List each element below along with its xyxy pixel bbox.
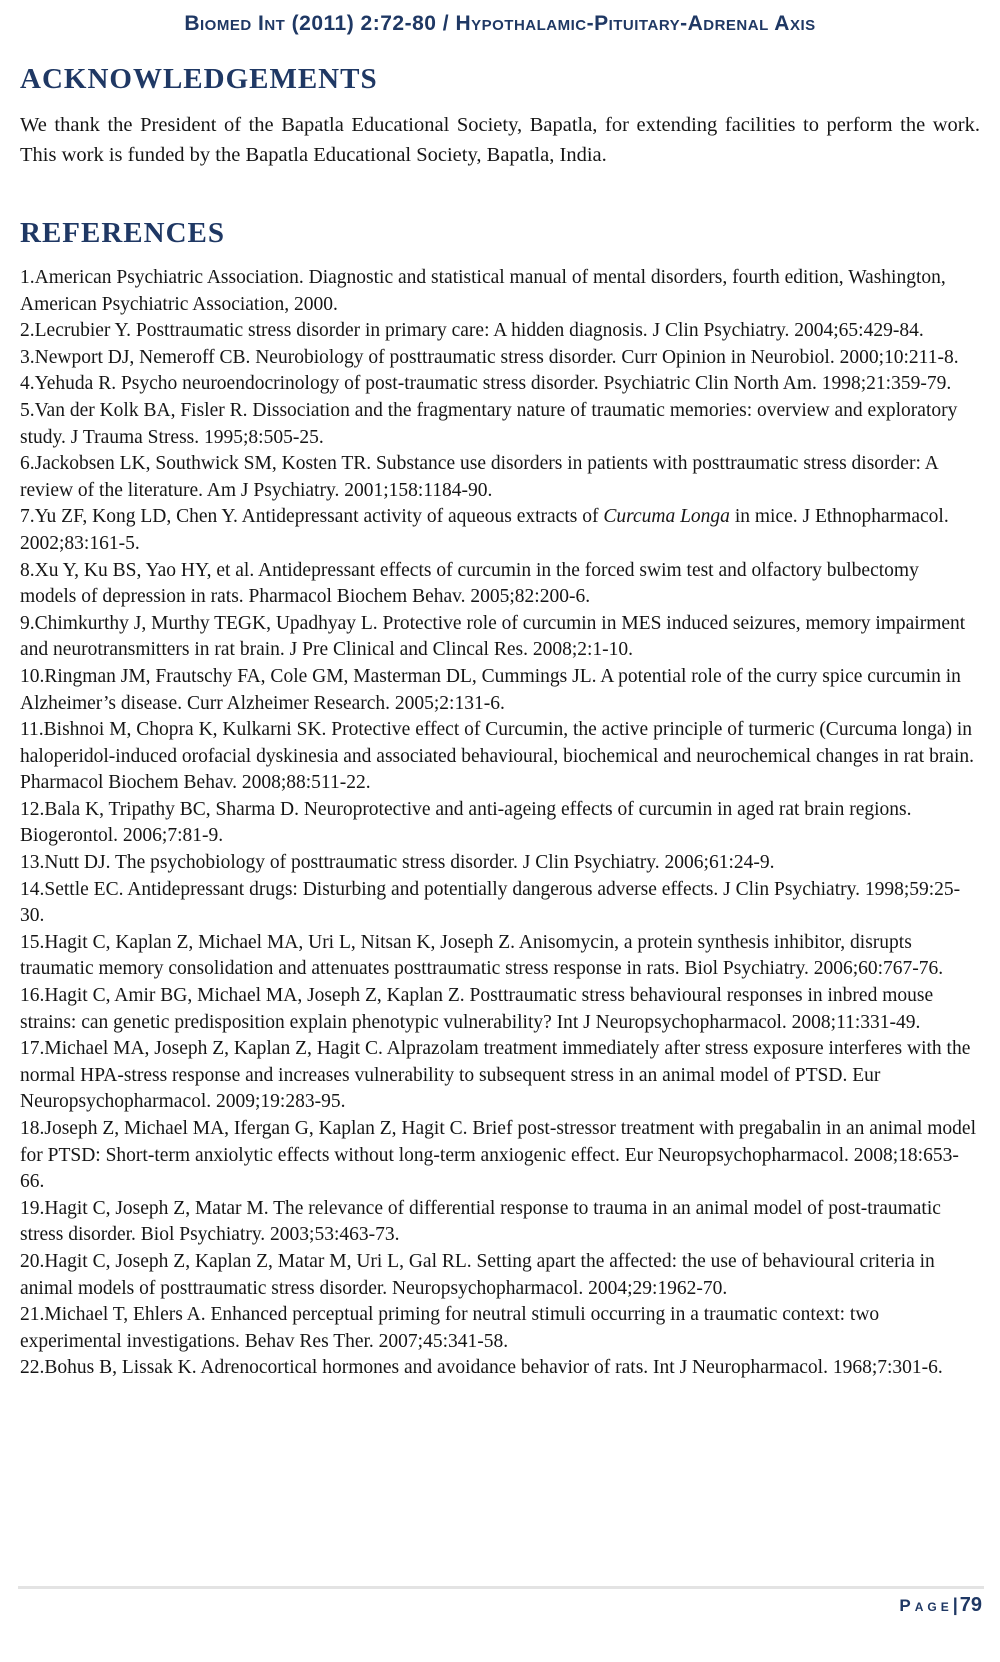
- reference-item: [20, 930, 980, 983]
- reference-item: [20, 1116, 980, 1196]
- reference-text: Bishnoi M, Chopra K, Kulkarni SK. Protective effect of Curcumin, the active principle of turmeric (Curcuma longa) in haloperidol-induced orofacial dyskinesia and associated behavioural, biochemical and neurochemical changes in rat brain. Pharmacol Biochem Behav. 2008;88:511-22.: [20, 719, 975, 794]
- reference-item: [20, 345, 980, 372]
- journal-header-line: Biomed Int (2011) 2:72-80 / Hypothalamic-Pituitary-Adrenal Axis: [184, 12, 816, 35]
- reference-text: Hagit C, Joseph Z, Matar M. The relevance of differential response to trauma in an animal model of post-traumatic stress disorder. Biol Psychiatry. 2003;53:463-73.: [20, 1197, 941, 1246]
- reference-number: 8.: [20, 559, 35, 581]
- page-label: Page: [899, 1596, 953, 1615]
- reference-number: 7.: [20, 506, 35, 528]
- references-list: [20, 265, 980, 1382]
- reference-item: [20, 265, 980, 318]
- reference-item: [20, 850, 980, 877]
- reference-text: Newport DJ, Nemeroff CB. Neurobiology of posttraumatic stress disorder. Curr Opinion in Neurobiol. 2000;10:211-8.: [34, 346, 959, 368]
- acknowledgements-paragraph: We thank the President of the Bapatla Educational Society, Bapatla, for extending facilities to perform the work. This work is funded by the Bapatla Educational Society, Bapatla, India.: [20, 114, 980, 166]
- footer-divider: [18, 1586, 984, 1589]
- reference-text: Van der Kolk BA, Fisler R. Dissociation and the fragmentary nature of traumatic memories: overview and exploratory study. J Trauma Stress. 1995;8:505-25.: [20, 399, 958, 448]
- reference-number: 16.: [20, 985, 45, 1007]
- reference-item: [20, 877, 980, 930]
- reference-item: [20, 451, 980, 504]
- reference-item: [20, 1196, 980, 1249]
- page-footer: [899, 1594, 982, 1617]
- reference-item: [20, 797, 980, 850]
- reference-text: Jackobsen LK, Southwick SM, Kosten TR. Substance use disorders in patients with posttraumatic stress disorder: A review of the literature. Am J Psychiatry. 2001;158:1184-90.: [20, 453, 938, 501]
- reference-item: [20, 1302, 980, 1355]
- reference-number: 11.: [20, 719, 44, 741]
- reference-number: 19.: [20, 1197, 45, 1219]
- reference-number: 5.: [20, 399, 35, 421]
- reference-item: [20, 664, 980, 717]
- reference-number: 20.: [20, 1250, 45, 1272]
- reference-number: 22.: [20, 1357, 45, 1379]
- reference-number: 17.: [20, 1038, 45, 1060]
- reference-text: Bohus B, Lissak K. Adrenocortical hormones and avoidance behavior of rats. Int J Neuropharmacol. 1968;7:301-6.: [44, 1357, 943, 1379]
- reference-text: Hagit C, Kaplan Z, Michael MA, Uri L, Nitsan K, Joseph Z. Anisomycin, a protein synthesis inhibitor, disrupts traumatic memory consolidation and attenuates posttraumatic stress response in rats. Biol Psychiatry. 2006;60:767-76.: [20, 931, 944, 980]
- reference-item: [20, 1249, 980, 1302]
- acknowledgements-heading: ACKNOWLEDGEMENTS: [20, 63, 378, 95]
- reference-item: [20, 1355, 980, 1382]
- reference-number: 12.: [20, 798, 45, 820]
- page-number-separator: |: [952, 1595, 958, 1615]
- reference-text: Xu Y, Ku BS, Yao HY, et al. Antidepressant effects of curcumin in the forced swim test and olfactory bulbectomy models of depression in rats. Pharmacol Biochem Behav. 2005;82:200-6.: [20, 559, 919, 608]
- reference-number: 2.: [20, 320, 35, 342]
- reference-text: Lecrubier Y. Posttraumatic stress disorder in primary care: A hidden diagnosis. J Clin Psychiatry. 2004;65:429-84.: [34, 320, 924, 342]
- page-number: 79: [959, 1594, 982, 1616]
- reference-text: in mice. J Ethnopharmacol. 2002;83:161-5.: [20, 506, 949, 554]
- reference-number: 3.: [20, 346, 35, 368]
- reference-item: [20, 1036, 980, 1116]
- reference-item: [20, 398, 980, 451]
- reference-item: [20, 717, 980, 797]
- reference-text: Yehuda R. Psycho neuroendocrinology of post-traumatic stress disorder. Psychiatric Clin North Am. 1998;21:359-79.: [34, 373, 952, 395]
- reference-text: Hagit C, Amir BG, Michael MA, Joseph Z, Kaplan Z. Posttraumatic stress behavioural responses in inbred mouse strains: can genetic predisposition explain phenotypic vulnerability? Int J Neuropsychopharmacol. 2008;11:331-49.: [20, 985, 934, 1033]
- reference-text: Nutt DJ. The psychobiology of posttraumatic stress disorder. J Clin Psychiatry. 2006;61:24-9.: [44, 852, 775, 874]
- reference-number: 13.: [20, 852, 45, 874]
- reference-number: 15.: [20, 931, 45, 953]
- reference-text: American Psychiatric Association. Diagnostic and statistical manual of mental disorders, fourth edition, Washington, American Psychiatric Association, 2000.: [20, 267, 946, 315]
- reference-item: [20, 371, 980, 398]
- reference-text: Yu ZF, Kong LD, Chen Y. Antidepressant activity of aqueous extracts of: [34, 506, 604, 528]
- reference-number: 6.: [20, 453, 35, 475]
- reference-item: [20, 611, 980, 664]
- reference-text: Michael T, Ehlers A. Enhanced perceptual priming for neutral stimuli occurring in a traumatic context: two experimental investigations. Behav Res Ther. 2007;45:341-58.: [20, 1304, 880, 1352]
- reference-number: 10.: [20, 665, 45, 687]
- reference-item: [20, 983, 980, 1036]
- reference-number: 4.: [20, 373, 35, 395]
- reference-text: Michael MA, Joseph Z, Kaplan Z, Hagit C. Alprazolam treatment immediately after stress exposure interferes with the normal HPA-stress response and increases vulnerability to subsequent stress in an animal model of PTSD. Eur Neuropsychopharmacol. 2009;19:283-95.: [20, 1038, 971, 1113]
- reference-item: [20, 318, 980, 345]
- reference-text: Chimkurthy J, Murthy TEGK, Upadhyay L. Protective role of curcumin in MES induced seizures, memory impairment and neurotransmitters in rat brain. J Pre Clinical and Clincal Res. 2008;2:1-10.: [20, 612, 966, 661]
- reference-number: 1.: [20, 267, 35, 288]
- references-heading: REFERENCES: [20, 217, 225, 249]
- reference-item: [20, 558, 980, 611]
- reference-item: [20, 504, 980, 557]
- reference-number: 14.: [20, 878, 45, 900]
- reference-text: Bala K, Tripathy BC, Sharma D. Neuroprotective and anti-ageing effects of curcumin in aged rat brain regions. Biogerontol. 2006;7:81-9.: [20, 798, 912, 847]
- reference-text: Hagit C, Joseph Z, Kaplan Z, Matar M, Uri L, Gal RL. Setting apart the affected: the use of behavioural criteria in animal models of posttraumatic stress disorder. Neuropsychopharmacol. 2004;29:1962-70.: [20, 1250, 935, 1299]
- reference-number: 9.: [20, 612, 35, 634]
- reference-italic-text: Curcuma Longa: [603, 506, 730, 528]
- reference-number: 18.: [20, 1118, 45, 1139]
- reference-number: 21.: [20, 1304, 45, 1326]
- reference-text: Joseph Z, Michael MA, Ifergan G, Kaplan Z, Hagit C. Brief post-stressor treatment with pregabalin in an animal model for PTSD: Short-term anxiolytic effects without long-term anxiogenic effect. Eur Neuropsychopharmacol. 2008;18:653-66.: [20, 1118, 976, 1193]
- reference-text: Settle EC. Antidepressant drugs: Disturbing and potentially dangerous adverse effects. J Clin Psychiatry. 1998;59:25-30.: [20, 878, 961, 927]
- reference-text: Ringman JM, Frautschy FA, Cole GM, Masterman DL, Cummings JL. A potential role of the curry spice curcumin in Alzheimer’s disease. Curr Alzheimer Research. 2005;2:131-6.: [20, 665, 961, 714]
